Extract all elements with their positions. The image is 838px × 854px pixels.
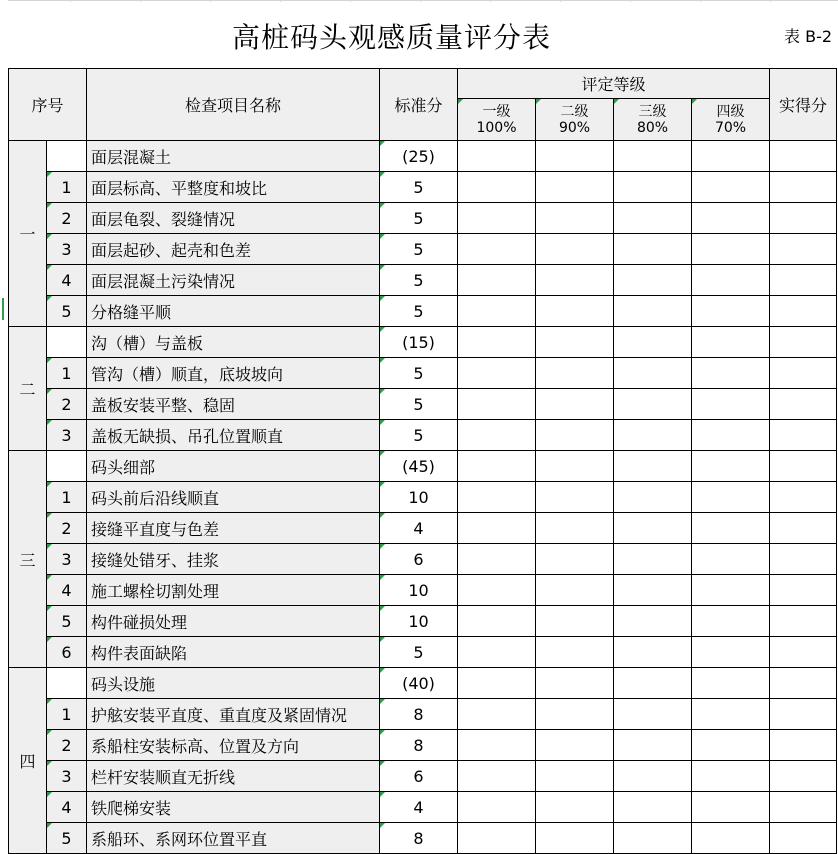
grade-cell[interactable] bbox=[458, 389, 536, 420]
section-sub-blank[interactable] bbox=[47, 451, 87, 482]
grade-cell[interactable] bbox=[536, 730, 614, 761]
grade-cell[interactable] bbox=[458, 234, 536, 265]
section-number[interactable]: 一 bbox=[9, 141, 47, 327]
sheet-left-edge bbox=[0, 0, 8, 854]
item-row bbox=[9, 389, 837, 420]
item-number[interactable]: 2 bbox=[47, 389, 87, 420]
item-number[interactable]: 2 bbox=[47, 513, 87, 544]
grade-cell[interactable] bbox=[692, 668, 770, 699]
grade-cell[interactable] bbox=[692, 234, 770, 265]
grade-cell[interactable] bbox=[692, 792, 770, 823]
grade-cell[interactable] bbox=[458, 265, 536, 296]
item-score[interactable]: 10 bbox=[380, 606, 458, 637]
grade-cell[interactable] bbox=[536, 203, 614, 234]
grade-cell[interactable] bbox=[458, 637, 536, 668]
item-name[interactable]: 接缝平直度与色差 bbox=[87, 513, 380, 544]
header-actual-score[interactable]: 实得分 bbox=[770, 69, 837, 141]
actual-score-cell[interactable] bbox=[770, 420, 837, 451]
header-std-score[interactable]: 标准分 bbox=[380, 69, 458, 141]
item-number[interactable]: 3 bbox=[47, 544, 87, 575]
header-grade-group[interactable]: 评定等级 bbox=[458, 69, 770, 99]
grade-cell[interactable] bbox=[692, 451, 770, 482]
actual-score-cell[interactable] bbox=[770, 668, 837, 699]
grade-cell[interactable] bbox=[692, 172, 770, 203]
grade-cell[interactable] bbox=[692, 296, 770, 327]
grade-cell[interactable] bbox=[536, 823, 614, 854]
header-item-name[interactable]: 检查项目名称 bbox=[87, 69, 380, 141]
row-selection-marker bbox=[2, 298, 4, 320]
item-score[interactable]: 4 bbox=[380, 513, 458, 544]
item-score[interactable]: 5 bbox=[380, 637, 458, 668]
section-name[interactable]: 码头设施 bbox=[87, 668, 380, 699]
grade-cell[interactable] bbox=[458, 699, 536, 730]
actual-score-cell[interactable] bbox=[770, 203, 837, 234]
item-row bbox=[9, 730, 837, 761]
item-row bbox=[9, 637, 837, 668]
item-number[interactable]: 3 bbox=[47, 420, 87, 451]
item-row bbox=[9, 265, 837, 296]
grade-cell[interactable] bbox=[692, 327, 770, 358]
grade-cell[interactable] bbox=[692, 606, 770, 637]
grade-cell[interactable] bbox=[458, 575, 536, 606]
section-number[interactable]: 四 bbox=[9, 668, 47, 854]
grade-3-percent: 80% bbox=[636, 119, 669, 136]
section-row bbox=[9, 327, 837, 358]
actual-score-cell[interactable] bbox=[770, 823, 837, 854]
grade-cell[interactable] bbox=[614, 792, 692, 823]
grade-cell[interactable] bbox=[692, 513, 770, 544]
grade-cell[interactable] bbox=[536, 513, 614, 544]
grade-cell[interactable] bbox=[536, 606, 614, 637]
grade-cell[interactable] bbox=[614, 358, 692, 389]
item-number[interactable]: 3 bbox=[47, 761, 87, 792]
item-score[interactable]: 6 bbox=[380, 544, 458, 575]
grade-cell[interactable] bbox=[614, 544, 692, 575]
header-seq[interactable]: 序号 bbox=[9, 69, 87, 141]
item-row bbox=[9, 606, 837, 637]
grade-cell[interactable] bbox=[614, 451, 692, 482]
grade-cell[interactable] bbox=[536, 141, 614, 172]
grade-cell[interactable] bbox=[692, 141, 770, 172]
form-number: 表 B-2 bbox=[784, 27, 833, 46]
grade-cell[interactable] bbox=[614, 730, 692, 761]
actual-score-cell[interactable] bbox=[770, 141, 837, 172]
item-name[interactable]: 构件表面缺陷 bbox=[87, 637, 380, 668]
item-name[interactable]: 面层混凝土污染情况 bbox=[87, 265, 380, 296]
grade-cell[interactable] bbox=[458, 420, 536, 451]
grade-cell[interactable] bbox=[692, 761, 770, 792]
item-score[interactable]: 5 bbox=[380, 420, 458, 451]
item-row bbox=[9, 544, 837, 575]
section-sub-blank[interactable] bbox=[47, 327, 87, 358]
grade-cell[interactable] bbox=[458, 668, 536, 699]
grade-cell[interactable] bbox=[692, 420, 770, 451]
section-name[interactable]: 沟（槽）与盖板 bbox=[87, 327, 380, 358]
grade-cell[interactable] bbox=[614, 513, 692, 544]
grade-cell[interactable] bbox=[614, 172, 692, 203]
item-name[interactable]: 面层标高、平整度和坡比 bbox=[87, 172, 380, 203]
item-row bbox=[9, 699, 837, 730]
grade-cell[interactable] bbox=[458, 761, 536, 792]
actual-score-cell[interactable] bbox=[770, 451, 837, 482]
grade-cell[interactable] bbox=[536, 172, 614, 203]
item-row bbox=[9, 358, 837, 389]
actual-score-cell[interactable] bbox=[770, 637, 837, 668]
actual-score-cell[interactable] bbox=[770, 699, 837, 730]
item-score[interactable]: 10 bbox=[380, 482, 458, 513]
item-name[interactable]: 构件碰损处理 bbox=[87, 606, 380, 637]
grade-cell[interactable] bbox=[614, 761, 692, 792]
item-name[interactable]: 施工螺栓切割处理 bbox=[87, 575, 380, 606]
grade-cell[interactable] bbox=[458, 327, 536, 358]
section-score[interactable]: (25) bbox=[380, 141, 458, 172]
section-score[interactable]: (45) bbox=[380, 451, 458, 482]
item-name[interactable]: 盖板安装平整、稳固 bbox=[87, 389, 380, 420]
item-number[interactable]: 4 bbox=[47, 265, 87, 296]
grade-cell[interactable] bbox=[536, 482, 614, 513]
table-title: 高桩码头观感质量评分表 bbox=[232, 21, 552, 54]
item-number[interactable]: 3 bbox=[47, 234, 87, 265]
grade-cell[interactable] bbox=[614, 575, 692, 606]
item-number[interactable]: 5 bbox=[47, 823, 87, 854]
item-name[interactable]: 分格缝平顺 bbox=[87, 296, 380, 327]
grade-cell[interactable] bbox=[614, 606, 692, 637]
actual-score-cell[interactable] bbox=[770, 172, 837, 203]
grade-cell[interactable] bbox=[458, 451, 536, 482]
grade-cell[interactable] bbox=[536, 420, 614, 451]
section-name[interactable]: 码头细部 bbox=[87, 451, 380, 482]
section-number[interactable]: 三 bbox=[9, 451, 47, 668]
actual-score-cell[interactable] bbox=[770, 482, 837, 513]
grade-cell[interactable] bbox=[692, 358, 770, 389]
grade-cell[interactable] bbox=[692, 389, 770, 420]
actual-score-cell[interactable] bbox=[770, 265, 837, 296]
grade-cell[interactable] bbox=[692, 203, 770, 234]
grade-cell[interactable] bbox=[458, 141, 536, 172]
actual-score-cell[interactable] bbox=[770, 575, 837, 606]
item-score[interactable]: 5 bbox=[380, 172, 458, 203]
item-name[interactable]: 盖板无缺损、吊孔位置顺直 bbox=[87, 420, 380, 451]
actual-score-cell[interactable] bbox=[770, 730, 837, 761]
grade-cell[interactable] bbox=[458, 482, 536, 513]
grade-cell[interactable] bbox=[692, 699, 770, 730]
item-row bbox=[9, 420, 837, 451]
grade-cell[interactable] bbox=[614, 327, 692, 358]
grade-cell[interactable] bbox=[536, 358, 614, 389]
header-row-1 bbox=[9, 69, 837, 99]
actual-score-cell[interactable] bbox=[770, 761, 837, 792]
item-name[interactable]: 护舷安装平直度、重直度及紧固情况 bbox=[87, 699, 380, 730]
item-number[interactable]: 5 bbox=[47, 606, 87, 637]
grade-4-percent: 70% bbox=[714, 119, 747, 136]
section-sub-blank[interactable] bbox=[47, 668, 87, 699]
grade-cell[interactable] bbox=[536, 265, 614, 296]
item-score[interactable]: 8 bbox=[380, 730, 458, 761]
actual-score-cell[interactable] bbox=[770, 389, 837, 420]
item-number[interactable]: 2 bbox=[47, 203, 87, 234]
header-grade-4[interactable] bbox=[692, 99, 770, 141]
grade-cell[interactable] bbox=[614, 637, 692, 668]
item-row bbox=[9, 296, 837, 327]
actual-score-cell[interactable] bbox=[770, 358, 837, 389]
item-name[interactable]: 系船柱安装标高、位置及方向 bbox=[87, 730, 380, 761]
item-row bbox=[9, 513, 837, 544]
grade-cell[interactable] bbox=[536, 327, 614, 358]
actual-score-cell[interactable] bbox=[770, 513, 837, 544]
grade-cell[interactable] bbox=[692, 575, 770, 606]
item-score[interactable]: 5 bbox=[380, 389, 458, 420]
item-number[interactable]: 4 bbox=[47, 575, 87, 606]
grade-cell[interactable] bbox=[536, 389, 614, 420]
actual-score-cell[interactable] bbox=[770, 544, 837, 575]
grade-cell[interactable] bbox=[536, 575, 614, 606]
grade-cell[interactable] bbox=[458, 296, 536, 327]
score-table bbox=[8, 68, 837, 854]
item-number[interactable]: 1 bbox=[47, 172, 87, 203]
section-sub-blank[interactable] bbox=[47, 141, 87, 172]
item-row bbox=[9, 234, 837, 265]
actual-score-cell[interactable] bbox=[770, 792, 837, 823]
grade-cell[interactable] bbox=[614, 482, 692, 513]
item-number[interactable]: 1 bbox=[47, 699, 87, 730]
actual-score-cell[interactable] bbox=[770, 327, 837, 358]
grade-cell[interactable] bbox=[692, 637, 770, 668]
grade-cell[interactable] bbox=[458, 730, 536, 761]
grade-cell[interactable] bbox=[458, 606, 536, 637]
item-score[interactable]: 5 bbox=[380, 296, 458, 327]
item-row bbox=[9, 203, 837, 234]
grade-cell[interactable] bbox=[458, 172, 536, 203]
actual-score-cell[interactable] bbox=[770, 234, 837, 265]
grade-cell[interactable] bbox=[614, 668, 692, 699]
grade-cell[interactable] bbox=[614, 699, 692, 730]
grade-cell[interactable] bbox=[536, 761, 614, 792]
item-score[interactable]: 5 bbox=[380, 358, 458, 389]
item-number[interactable]: 4 bbox=[47, 792, 87, 823]
grade-cell[interactable] bbox=[536, 792, 614, 823]
item-score[interactable]: 6 bbox=[380, 761, 458, 792]
grade-cell[interactable] bbox=[536, 699, 614, 730]
grade-cell[interactable] bbox=[692, 823, 770, 854]
header-grade-3[interactable] bbox=[614, 99, 692, 141]
grade-cell[interactable] bbox=[458, 358, 536, 389]
item-row bbox=[9, 792, 837, 823]
grade-cell[interactable] bbox=[614, 265, 692, 296]
section-row bbox=[9, 141, 837, 172]
grade-cell[interactable] bbox=[536, 668, 614, 699]
grade-cell[interactable] bbox=[614, 420, 692, 451]
item-score[interactable]: 5 bbox=[380, 203, 458, 234]
item-number[interactable]: 2 bbox=[47, 730, 87, 761]
item-name[interactable]: 面层龟裂、裂缝情况 bbox=[87, 203, 380, 234]
section-name[interactable]: 面层混凝土 bbox=[87, 141, 380, 172]
section-score[interactable]: (40) bbox=[380, 668, 458, 699]
grade-cell[interactable] bbox=[614, 389, 692, 420]
grade-cell[interactable] bbox=[458, 544, 536, 575]
item-number[interactable]: 5 bbox=[47, 296, 87, 327]
grade-cell[interactable] bbox=[614, 823, 692, 854]
actual-score-cell[interactable] bbox=[770, 606, 837, 637]
section-row bbox=[9, 668, 837, 699]
grade-1-label: 一级 bbox=[482, 103, 511, 120]
item-name[interactable]: 面层起砂、起壳和色差 bbox=[87, 234, 380, 265]
grade-cell[interactable] bbox=[458, 792, 536, 823]
item-row bbox=[9, 761, 837, 792]
grade-cell[interactable] bbox=[458, 823, 536, 854]
item-row bbox=[9, 172, 837, 203]
grade-2-percent: 90% bbox=[558, 119, 591, 136]
grade-3-label: 三级 bbox=[638, 103, 667, 120]
item-score[interactable]: 5 bbox=[380, 265, 458, 296]
grade-cell[interactable] bbox=[536, 637, 614, 668]
item-score[interactable]: 4 bbox=[380, 792, 458, 823]
grade-cell[interactable] bbox=[614, 203, 692, 234]
header-grade-1[interactable] bbox=[458, 99, 536, 141]
item-row bbox=[9, 823, 837, 854]
grade-cell[interactable] bbox=[536, 544, 614, 575]
grade-cell[interactable] bbox=[458, 513, 536, 544]
item-name[interactable]: 系船环、系网环位置平直 bbox=[87, 823, 380, 854]
item-name[interactable]: 栏杆安装顺直无折线 bbox=[87, 761, 380, 792]
item-name[interactable]: 码头前后沿线顺直 bbox=[87, 482, 380, 513]
section-number[interactable]: 二 bbox=[9, 327, 47, 451]
header-grade-2[interactable] bbox=[536, 99, 614, 141]
title-area[interactable] bbox=[8, 2, 838, 68]
grade-cell[interactable] bbox=[536, 296, 614, 327]
item-row bbox=[9, 482, 837, 513]
item-score[interactable]: 10 bbox=[380, 575, 458, 606]
grade-cell[interactable] bbox=[614, 296, 692, 327]
item-row bbox=[9, 575, 837, 606]
item-name[interactable]: 接缝处错牙、挂浆 bbox=[87, 544, 380, 575]
item-score[interactable]: 5 bbox=[380, 234, 458, 265]
item-number[interactable]: 6 bbox=[47, 637, 87, 668]
item-score[interactable]: 8 bbox=[380, 699, 458, 730]
section-row bbox=[9, 451, 837, 482]
grade-1-percent: 100% bbox=[476, 119, 517, 136]
grade-cell[interactable] bbox=[536, 234, 614, 265]
grade-cell[interactable] bbox=[458, 203, 536, 234]
grade-cell[interactable] bbox=[614, 141, 692, 172]
grade-2-label: 二级 bbox=[560, 103, 589, 120]
grade-cell[interactable] bbox=[536, 451, 614, 482]
item-name[interactable]: 铁爬梯安装 bbox=[87, 792, 380, 823]
grade-cell[interactable] bbox=[692, 544, 770, 575]
actual-score-cell[interactable] bbox=[770, 296, 837, 327]
grade-4-label: 四级 bbox=[716, 103, 745, 120]
grade-cell[interactable] bbox=[692, 265, 770, 296]
item-number[interactable]: 1 bbox=[47, 482, 87, 513]
grade-cell[interactable] bbox=[614, 234, 692, 265]
grade-cell[interactable] bbox=[692, 482, 770, 513]
section-score[interactable]: (15) bbox=[380, 327, 458, 358]
grade-cell[interactable] bbox=[692, 730, 770, 761]
item-score[interactable]: 8 bbox=[380, 823, 458, 854]
item-number[interactable]: 1 bbox=[47, 358, 87, 389]
item-name[interactable]: 管沟（槽）顺直，底坡坡向 bbox=[87, 358, 380, 389]
